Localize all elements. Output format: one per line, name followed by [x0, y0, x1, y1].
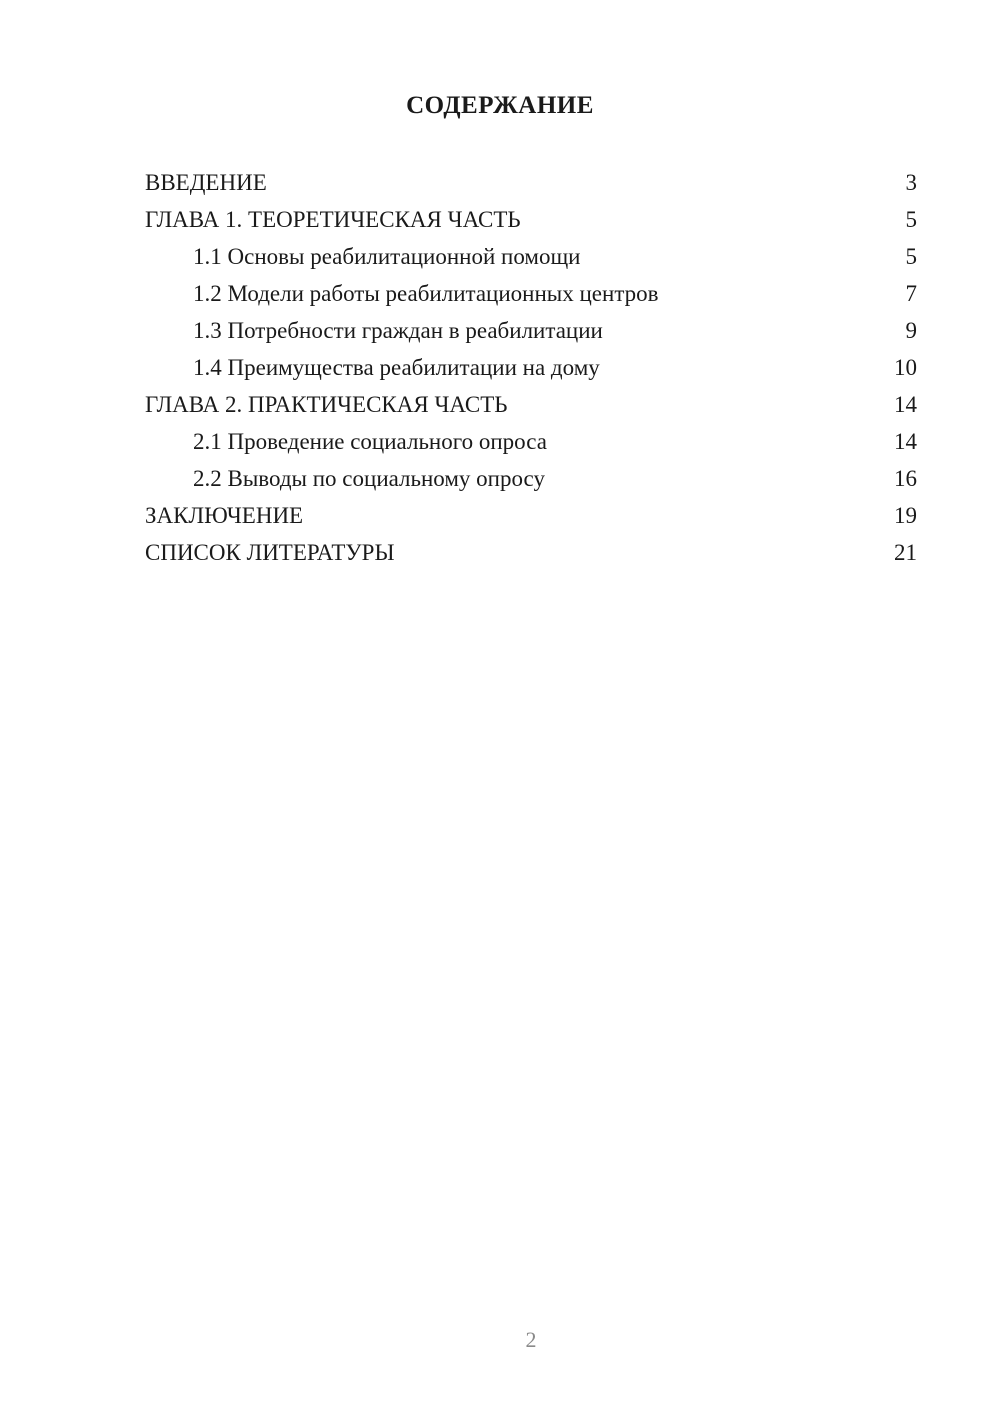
toc-entry-page-number: 5: [905, 244, 917, 269]
toc-entry: [145, 460, 917, 497]
toc-entry-page-number: 5: [905, 207, 917, 232]
toc-entry-page-number: 14: [894, 429, 917, 454]
toc-entry: [145, 497, 917, 534]
toc-entry: [145, 386, 917, 423]
toc-entry-label: СПИСОК ЛИТЕРАТУРЫ: [145, 540, 395, 565]
toc-entry-label: 1.2 Модели работы реабилитационных центров: [193, 281, 659, 306]
toc-entry-label: 1.4 Преимущества реабилитации на дому: [193, 355, 600, 380]
toc-entry: [145, 238, 917, 275]
toc-entry: [145, 164, 917, 201]
toc-entry-page-number: 14: [894, 392, 917, 417]
toc-entry-label: 2.1 Проведение социального опроса: [193, 429, 547, 454]
toc-entry: [145, 534, 917, 571]
toc-entry-label: ЗАКЛЮЧЕНИЕ: [145, 503, 304, 528]
toc-entry-label: ГЛАВА 1. ТЕОРЕТИЧЕСКАЯ ЧАСТЬ: [145, 207, 521, 232]
toc-entry-label: ГЛАВА 2. ПРАКТИЧЕСКАЯ ЧАСТЬ: [145, 392, 508, 417]
toc-entry: [145, 423, 917, 460]
toc-entry-label: ВВЕДЕНИЕ: [145, 170, 267, 195]
toc-entry: [145, 275, 917, 312]
toc-entry-page-number: 3: [905, 170, 917, 195]
toc-entry-page-number: 16: [894, 466, 917, 491]
toc-list: [145, 164, 917, 571]
toc-entry-label: 1.1 Основы реабилитационной помощи: [193, 244, 581, 269]
toc-entry-page-number: 21: [894, 540, 917, 565]
toc-entry-label: 1.3 Потребности граждан в реабилитации: [193, 318, 603, 343]
toc-entry-page-number: 7: [905, 281, 917, 306]
toc-entry: [145, 349, 917, 386]
toc-entry-page-number: 10: [894, 355, 917, 380]
toc-entry: [145, 312, 917, 349]
toc-entry-label: 2.2 Выводы по социальному опросу: [193, 466, 545, 491]
toc-entry-page-number: 19: [894, 503, 917, 528]
toc-title: СОДЕРЖАНИЕ: [406, 92, 594, 119]
toc-entry-page-number: 9: [905, 318, 917, 343]
toc-entry: [145, 201, 917, 238]
page-number-footer: 2: [525, 1327, 537, 1352]
